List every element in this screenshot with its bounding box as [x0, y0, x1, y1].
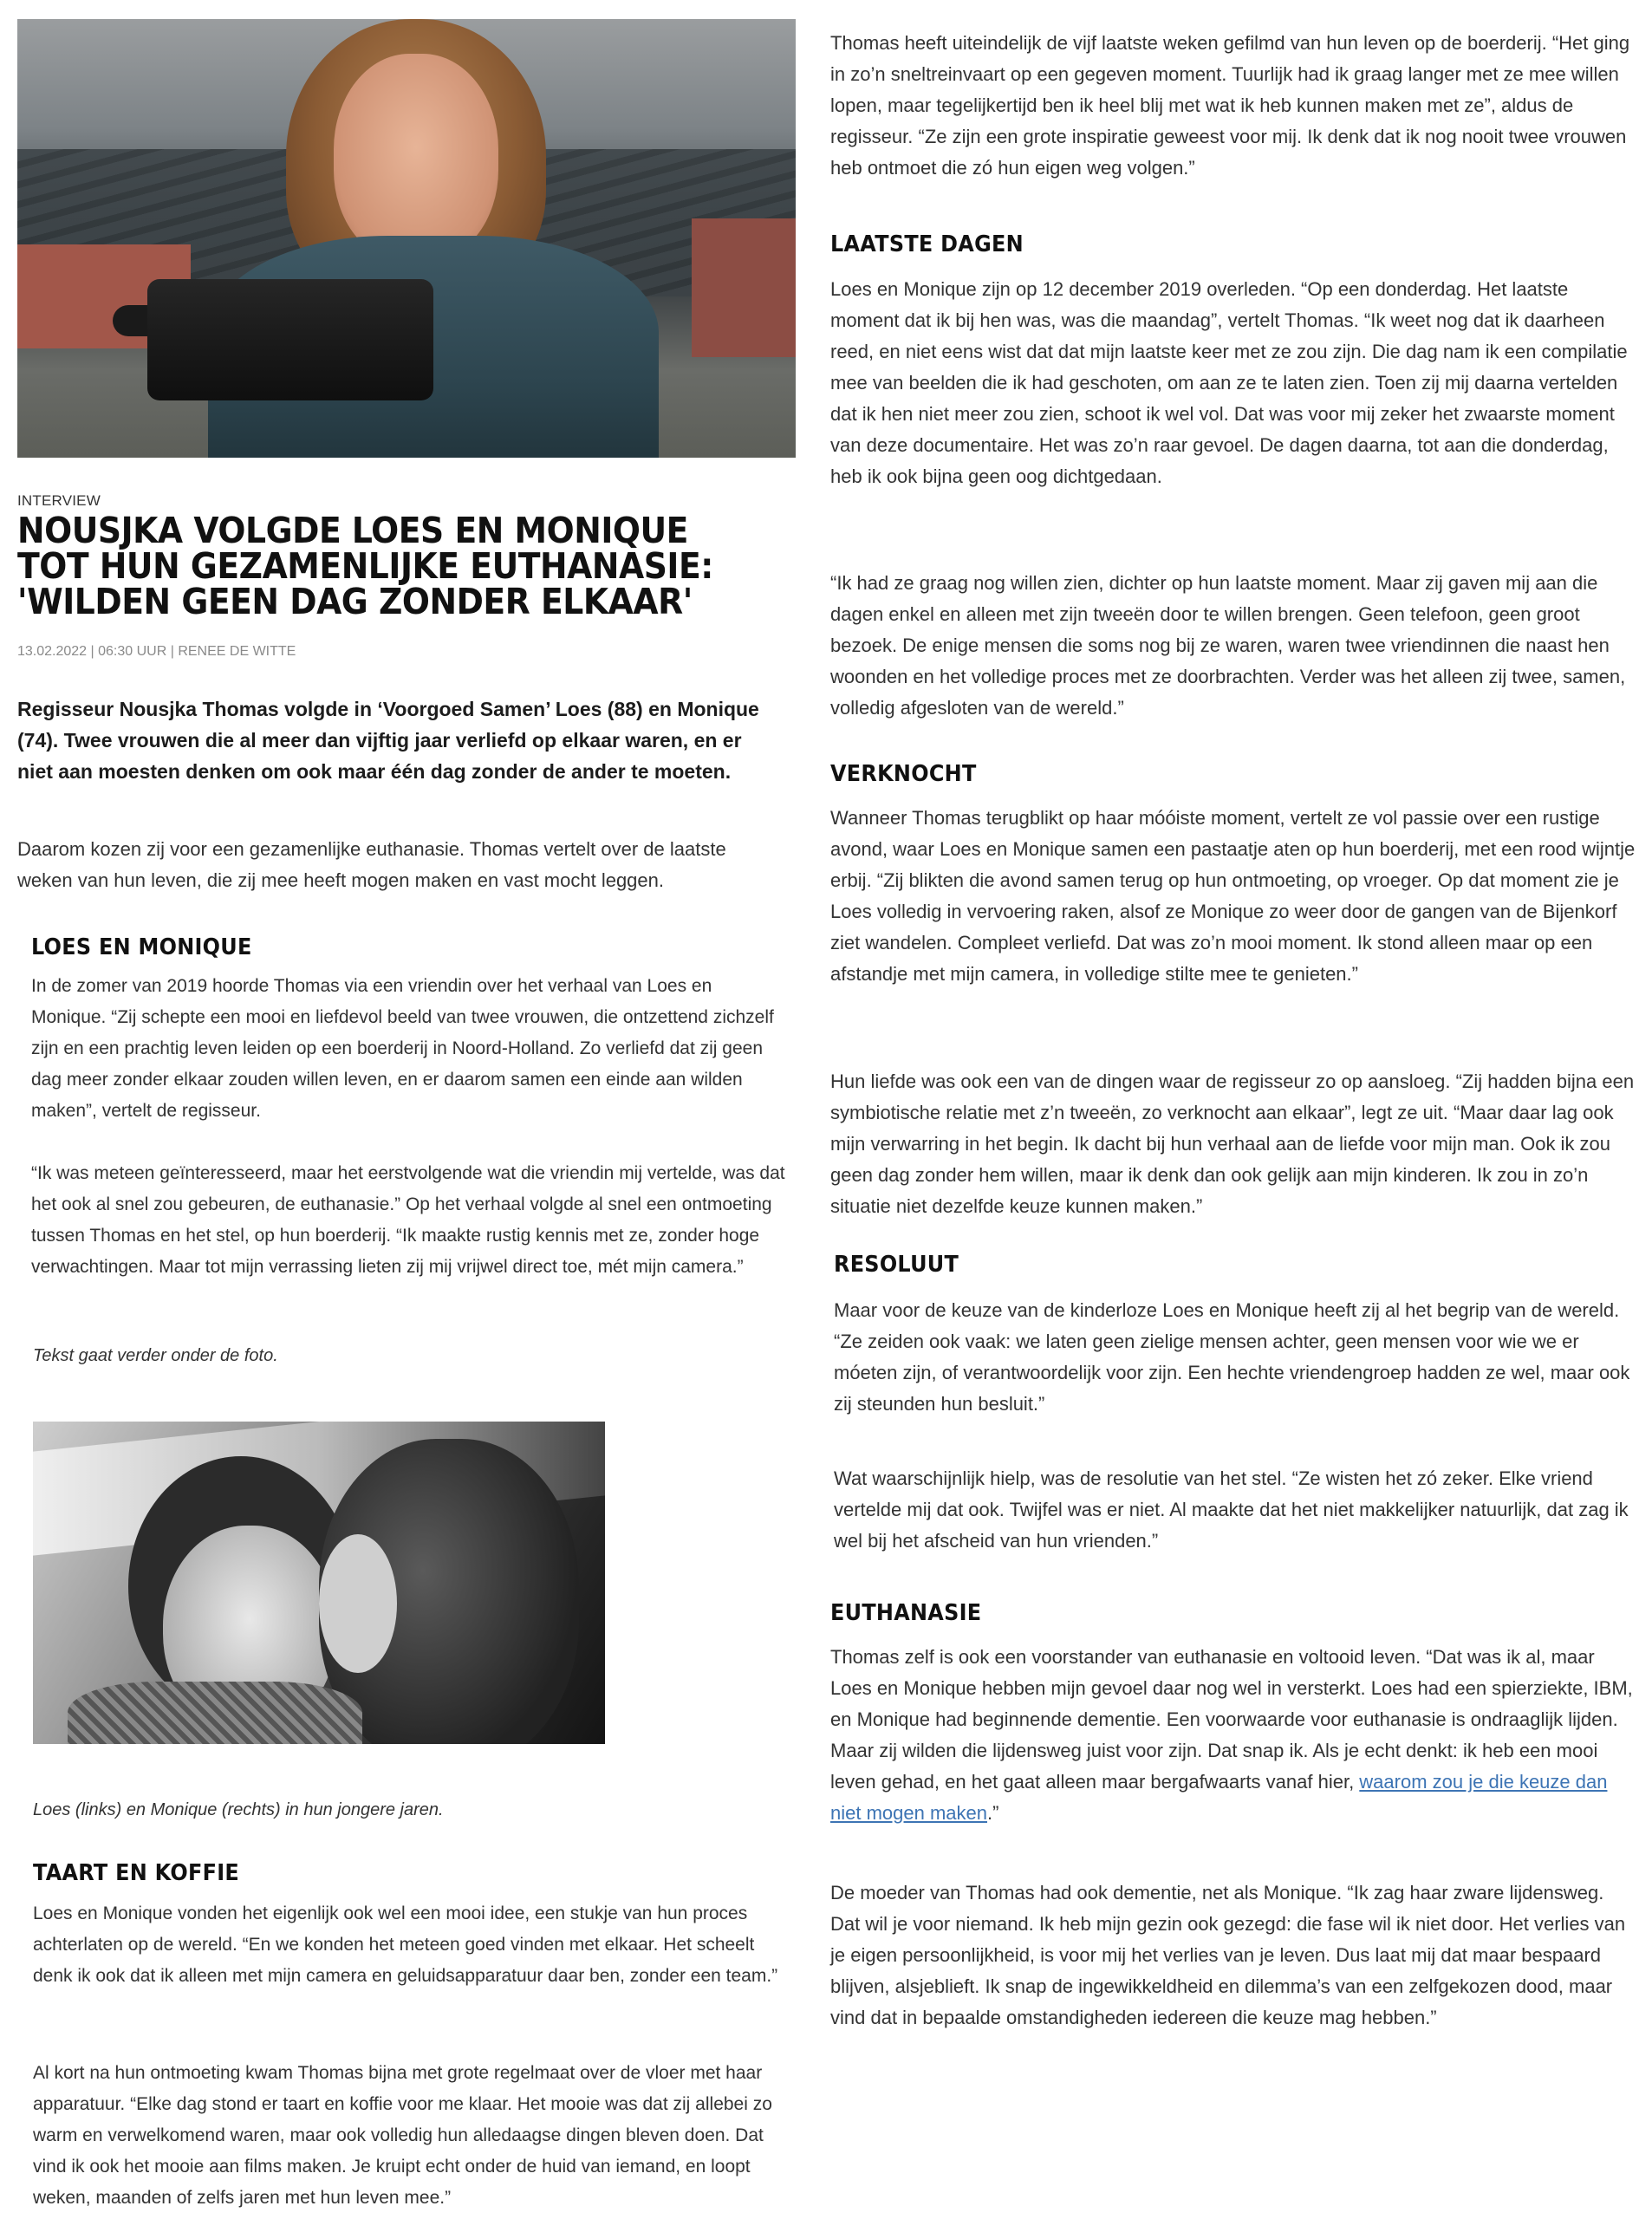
left-paragraph-3: Loes en Monique vonden het eigenlijk ook wel een mooi idee, een stukje van hun proces achterlaten op de wereld. “En we konden het meteen goed vinden met elkaar. Het scheelt denk ik ook dat ik alleen met mijn camera en geluidsapparatuur daar ben, zonder een team.”: [33, 1903, 778, 1986]
article-lead: Regisseur Nousjka Thomas volgde in ‘Voorgoed Samen’ Loes (88) en Monique (74). Twee vrouwen die al meer dan vijftig jaar verliefd op elkaar waren, en er niet aan moesten denken om ook maar één dag zonder de ander te moeten.: [17, 698, 759, 783]
article-kicker: INTERVIEW: [17, 492, 101, 509]
right-paragraph-7: [830, 1642, 1636, 1829]
director-photo: [17, 19, 796, 458]
right-paragraph-8: De moeder van Thomas had ook dementie, net als Monique. “Ik zag haar zware lijdensweg. Dat wil je voor niemand. Ik heb mijn gezin ook gezegd: die fase wil ik niet door. Het verlies van je eigen persoonlijkheid, is voor mij het verlies van je leven. Dus laat mij dat maar bespaard blijven, alsjeblieft. Ik snap de ingewikkeldheid en dilemma’s van een zelfgekozen dood, maar vind dat in bepaalde omstandigheden iedereen die keuze mag hebben.”: [830, 1882, 1626, 2028]
right-paragraph-0: Thomas heeft uiteindelijk de vijf laatste weken gefilmd van hun leven op de boerderij. “Het ging in zo’n sneltreinvaart op een gegeven moment. Tuurlijk had ik graag langer met ze mee willen lopen, maar tegelijkertijd ben ik heel blij met wat ik heb kunnen maken met ze”, aldus de regisseur. “Ze zijn een grote inspiratie geweest voor mij. Ik denk dat ik nog nooit twee vrouwen heb ontmoet die zó hun eigen weg volgen.”: [830, 32, 1630, 179]
right-paragraph-5: Maar voor de keuze van de kinderloze Loes en Monique heeft zij al het begrip van de wereld. “Ze zeiden ook vaak: we laten geen zielige mensen achter, geen mensen voor wie we er móeten zijn, of verantwoordelijk voor zijn. Een hechte vriendengroep hadden ze wel, maar ook zij steunden hun besluit.”: [834, 1299, 1630, 1415]
right-paragraph-3: Wanneer Thomas terugblikt op haar móóiste moment, vertelt ze vol passie over een rustige avond, waar Loes en Monique samen een pastaatje aten op hun boerderij, met een rood wijntje erbij. “Zij blikten die avond samen terug op hun ontmoeting, op vroeger. Op dat moment zie je Loes volledig in vervoering raken, alsof ze Monique zo weer door de gangen van de Bijenkorf ziet wandelen. Compleet verliefd. Dat was zo’n mooi moment. Ik stond alleen maar op een afstandje met mijn camera, in volledige stilte mee te genieten.”: [830, 807, 1636, 985]
right-paragraph-1: Loes en Monique zijn op 12 december 2019 overleden. “Op een donderdag. Het laatste moment dat ik bij hen was, was die maandag”, vertelt Thomas. “Ik weet nog dat ik daarheen reed, en niet eens wist dat dat mijn laatste keer met ze zou zijn. Die dag nam ik een compilatie mee van beelden die ik had geschoten, om aan ze te laten zien. Toen zij mij daarna vertelden dat ik hen niet meer zou zien, schoot ik wel vol. Dat was voor mij zeker het zwaarste moment van deze documentaire. Het was zo’n raar gevoel. De dagen daarna, tot aan die donderdag, heb ik ook bijna geen oog dichtgedaan.: [830, 278, 1628, 487]
heading-resoluut: RESOLUUT: [834, 1252, 959, 1278]
left-paragraph-1: In de zomer van 2019 hoorde Thomas via een vriendin over het verhaal van Loes en Monique. “Zij schepte een mooi en liefdevol beeld van twee vrouwen, die ontzettend zichzelf zijn en een prachtig leven leiden op een boerderij in Noord-Holland. Zo verliefd dat zij geen dag meer zonder elkaar zouden willen leven, en er daarom samen een einde aan wilden maken”, vertelt de regisseur.: [31, 976, 774, 1121]
heading-verknocht: VERKNOCHT: [830, 761, 977, 787]
article-title: NOUSJKA VOLGDE LOES EN MONIQUE TOT HUN GEZAMENLIJKE EUTHANASIE: 'WILDEN GEEN DAG ZONDER ELKAAR': [17, 510, 713, 622]
article-intro: Daarom kozen zij voor een gezamenlijke euthanasie. Thomas vertelt over de laatste weken van hun leven, die zij mee heeft mogen maken en vast mocht leggen.: [17, 838, 726, 891]
right-paragraph-2: “Ik had ze graag nog willen zien, dichter op hun laatste moment. Maar zij gaven mij aan die dagen enkel en alleen met zijn tweeën door te willen brengen. Geen telefoon, geen groot bezoek. De enige mensen die soms nog bij ze waren, waren twee vriendinnen die naast hen woonden en het volledige proces met ze doorbrachten. Verder was het alleen zij twee, samen, volledig afgesloten van de wereld.”: [830, 572, 1626, 719]
photo-note: Tekst gaat verder onder de foto.: [33, 1346, 278, 1365]
right-paragraph-6: Wat waarschijnlijk hielp, was de resolutie van het stel. “Ze wisten het zó zeker. Elke vriend vertelde mij dat ook. Twijfel was er niet. Al maakte dat het niet makkelijker natuurlijk, dat zag ik wel bij het afscheid van hun vrienden.”: [834, 1467, 1629, 1552]
right-paragraph-7-end: .”: [987, 1802, 999, 1824]
left-paragraph-2: “Ik was meteen geïnteresseerd, maar het eerstvolgende wat die vriendin mij vertelde, was dat het ook al snel zou gebeuren, de euthanasie.” Op het verhaal volgde al snel een ontmoeting tussen Thomas en het stel, op hun boerderij. “Ik maakte rustig kennis met ze, zonder hoge verwachtingen. Maar tot mijn verrassing lieten zij mij vrijwel direct toe, mét mijn camera.”: [31, 1163, 785, 1277]
heading-euthanasie: EUTHANASIE: [830, 1600, 982, 1626]
right-paragraph-7-text: Thomas zelf is ook een voorstander van euthanasie en voltooid leven. “Dat was ik al, maar Loes en Monique hebben mijn gevoel daar nog wel in versterkt. Loes had een spierziekte, IBM, en Monique had beginnende dementie. Een voorwaarde voor euthanasie is ondraaglijk lijden. Maar zij wilden die lijdensweg juist voor zijn. Dat snap ik. Als je echt denkt: ik heb een mooi leven gehad, en het gaat alleen maar bergafwaarts vanaf hier,: [830, 1646, 1633, 1793]
heading-taart-en-koffie: TAART EN KOFFIE: [33, 1860, 240, 1886]
loes-monique-photo: [33, 1422, 605, 1744]
photo-caption: Loes (links) en Monique (rechts) in hun jongere jaren.: [33, 1800, 444, 1819]
article-meta: 13.02.2022 | 06:30 UUR | RENEE DE WITTE: [17, 644, 296, 659]
left-paragraph-4: Al kort na hun ontmoeting kwam Thomas bijna met grote regelmaat over de vloer met haar apparatuur. “Elke dag stond er taart en koffie voor me klaar. Het mooie was dat zij allebei zo warm en verwelkomend waren, maar ook volledig hun alledaagse dingen bleven doen. Dat vind ik ook het mooie aan films maken. Je kruipt echt onder de huid van iemand, en loopt weken, maanden of zelfs jaren met hun leven mee.”: [33, 2063, 772, 2208]
euthanasie-article-link[interactable]: waarom zou je die keuze dan niet mogen maken: [830, 1771, 1608, 1824]
right-paragraph-4: Hun liefde was ook een van de dingen waar de regisseur zo op aansloeg. “Zij hadden bijna een symbiotische relatie met z’n tweeën, zo verknocht aan elkaar”, legt ze uit. “Maar daar lag ook mijn verwarring in het begin. Ik dacht bij hun verhaal aan de liefde voor mijn man. Ook ik zou geen dag zonder hem willen, maar ik denk dan ook gelijk aan mijn kinderen. Ik zou in zo’n situatie niet dezelfde keuze kunnen maken.”: [830, 1070, 1635, 1217]
heading-loes-en-monique: LOES EN MONIQUE: [31, 934, 252, 960]
heading-laatste-dagen: LAATSTE DAGEN: [830, 231, 1024, 257]
